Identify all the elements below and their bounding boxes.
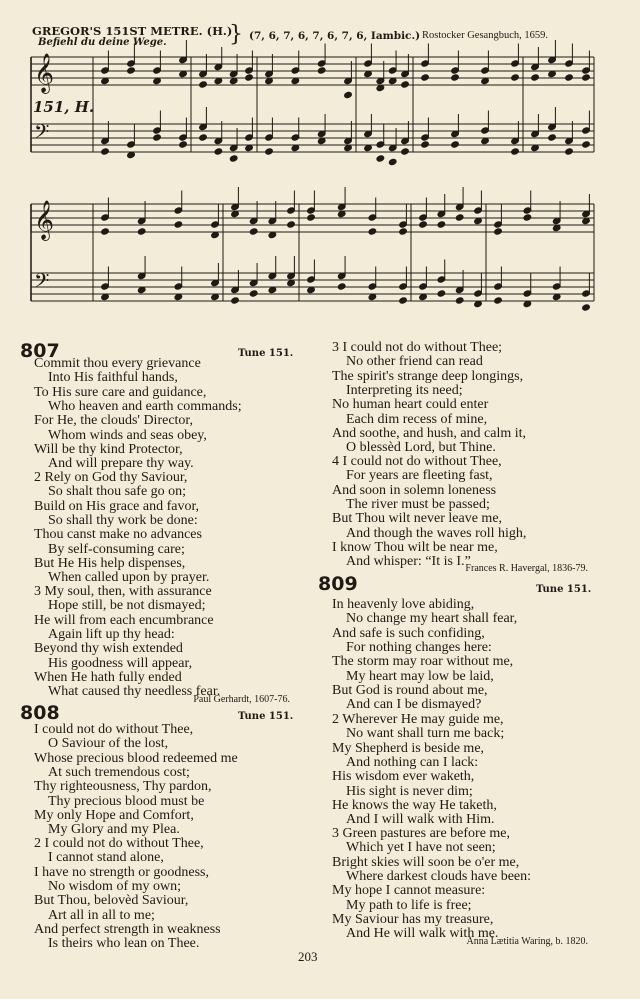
verse-line: For He, the clouds' Director, <box>34 413 194 429</box>
verse-line: But He His help dispenses, <box>34 556 186 572</box>
verse-line: Hope still, be not dismayed; <box>48 598 206 614</box>
verse-line: Art all in all to me; <box>48 907 155 923</box>
author-809: Anna Lætitia Waring, b. 1820. <box>466 936 588 947</box>
verse-line: But God is round about me, <box>332 683 488 699</box>
tune-subtitle: Befiehl du deine Wege. <box>38 37 167 48</box>
verse-line: I have no strength or goodness, <box>34 864 209 880</box>
verse-line: When called upon by prayer. <box>48 570 210 586</box>
verse-line: Thy righteousness, Thy pardon, <box>34 779 212 795</box>
verse-line: When He hath fully ended <box>34 670 182 686</box>
verse-line: Is theirs who lean on Thee. <box>48 936 200 952</box>
verse-line: 3 Green pastures are before me, <box>332 826 511 841</box>
verse-line: But Thou wilt never leave me, <box>332 511 503 527</box>
verse-line: So shalt thou safe go on; <box>48 484 187 500</box>
hymn-808-stanza-3 <box>332 341 526 456</box>
verse-line: Thou canst make no advances <box>34 527 202 543</box>
hymn-808-stanza-1 <box>34 723 238 838</box>
hymn-808-stanza-2 <box>34 837 221 952</box>
verse-line: Who heaven and earth commands; <box>48 399 242 415</box>
verse-line: The river must be passed; <box>346 497 490 513</box>
verse-line: Which yet I have not seen; <box>346 840 496 856</box>
verse-line: In heavenly love abiding, <box>332 597 475 612</box>
hymn-809-stanza-3 <box>332 827 531 942</box>
hymn-807-stanza-1 <box>34 357 242 472</box>
verse-line: Will be thy kind Protector, <box>34 442 183 458</box>
page-number: 203 <box>298 949 318 964</box>
verse-line: No change my heart shall fear, <box>346 611 518 627</box>
tune-ref-809: Tune 151. <box>536 584 592 595</box>
verse-line: So shall thy work be done: <box>48 513 198 529</box>
verse-line: And whisper: “It is I.” <box>346 554 471 570</box>
verse-line: My only Hope and Comfort, <box>34 808 194 824</box>
verse-line: Build on His grace and favor, <box>34 498 200 514</box>
verse-line: Each dim recess of mine, <box>346 411 488 427</box>
verse-line: And soothe, and hush, and calm it, <box>332 426 527 442</box>
tune-number: 151, H. <box>33 98 95 116</box>
verse-line: My heart may low be laid, <box>346 668 494 684</box>
verse-line: 3 My soul, then, with assurance <box>34 584 212 599</box>
verse-line: For years are fleeting fast, <box>346 468 493 484</box>
verse-line: At such tremendous cost; <box>48 765 190 781</box>
verse-line: Whose precious blood redeemed me <box>34 750 238 766</box>
verse-line: By self-consuming care; <box>48 541 185 557</box>
hymn-number-809: 809 <box>318 573 358 595</box>
verse-line: And safe is such confiding, <box>332 625 485 641</box>
verse-line: His wisdom ever waketh, <box>332 769 475 785</box>
verse-line: And will prepare thy way. <box>48 456 194 472</box>
verse-line: And nothing can I lack: <box>346 755 479 771</box>
verse-line: My path to life is free; <box>346 897 472 913</box>
verse-line: His goodness will appear, <box>48 655 193 671</box>
verse-line: My hope I cannot measure: <box>332 883 486 899</box>
verse-line: My Shepherd is beside me, <box>332 740 485 756</box>
verse-line: And can I be dismayed? <box>346 697 482 713</box>
hymn-809-stanza-1 <box>332 598 517 713</box>
hymn-807-stanza-2 <box>34 471 209 586</box>
svg-text:𝄢: 𝄢 <box>34 120 50 148</box>
verse-line: But Thou, belovèd Saviour, <box>34 893 189 909</box>
verse-line: I know Thou wilt be near me, <box>332 540 498 556</box>
verse-line: My Saviour has my treasure, <box>332 912 494 928</box>
hymn-number-807: 807 <box>20 340 60 362</box>
verse-line: The spirit's strange deep longings, <box>332 368 524 384</box>
svg-text:𝄢: 𝄢 <box>34 269 50 297</box>
verse-line: He will from each encumbrance <box>34 612 214 628</box>
verse-line: And I will walk with Him. <box>346 812 495 828</box>
verse-line: And soon in solemn loneness <box>332 482 497 498</box>
hymn-808-stanza-4 <box>332 455 526 570</box>
verse-line: Bright skies will soon be o'er me, <box>332 854 520 870</box>
verse-line: Again lift up thy head: <box>48 627 175 643</box>
svg-text:𝄞: 𝄞 <box>34 200 55 240</box>
verse-line: Interpreting its need; <box>346 383 463 399</box>
verse-line: Beyond thy wish extended <box>34 641 183 657</box>
hymn-number-808: 808 <box>20 702 60 724</box>
tune-name: GREGOR'S 151ST METRE. (H.) <box>32 24 233 38</box>
verse-line: 2 Rely on God thy Saviour, <box>34 470 188 485</box>
author-807: Paul Gerhardt, 1607-76. <box>193 694 290 705</box>
verse-line: And perfect strength in weakness <box>34 922 221 938</box>
verse-line: Whom winds and seas obey, <box>48 427 207 443</box>
hymn-807-stanza-3 <box>34 585 220 700</box>
verse-line: O blessèd Lord, but Thine. <box>346 440 496 456</box>
verse-line: Into His faithful hands, <box>48 370 178 386</box>
verse-line: I cannot stand alone, <box>48 850 164 866</box>
verse-line: For nothing changes here: <box>346 640 492 656</box>
verse-line: The storm may roar without me, <box>332 654 514 670</box>
verse-line: And though the waves roll high, <box>346 525 527 541</box>
verse-line: O Saviour of the lost, <box>48 736 169 752</box>
verse-line: 2 Wherever He may guide me, <box>332 712 504 727</box>
meter: (7, 6, 7, 6, 7, 6, 7, 6, Iambic.) <box>249 30 421 42</box>
verse-line: No want shall turn me back; <box>346 726 505 742</box>
author-808: Frances R. Havergal, 1836-79. <box>465 563 588 574</box>
verse-line: No wisdom of my own; <box>48 879 181 895</box>
verse-line: His sight is never dim; <box>346 783 473 799</box>
verse-line: Thy precious blood must be <box>48 793 205 809</box>
tune-ref-808: Tune 151. <box>238 711 294 722</box>
verse-line: He knows the way He taketh, <box>332 798 497 814</box>
tune-ref-807: Tune 151. <box>238 348 294 359</box>
verse-line: No other friend can read <box>346 354 483 370</box>
verse-line: 4 I could not do without Thee, <box>332 454 502 469</box>
svg-text:𝄞: 𝄞 <box>34 53 55 93</box>
verse-line: No human heart could enter <box>332 397 489 413</box>
verse-line: My Glory and my Plea. <box>48 822 180 838</box>
verse-line: I could not do without Thee, <box>34 722 194 737</box>
verse-line: 3 I could not do without Thee; <box>332 340 503 355</box>
verse-line: And He will walk with me. <box>346 926 499 942</box>
verse-line: To His sure care and guidance, <box>34 384 207 400</box>
verse-line: Where darkest clouds have been: <box>346 869 532 885</box>
verse-line: 2 I could not do without Thee, <box>34 836 204 851</box>
brace: } <box>229 22 243 47</box>
music-score <box>0 0 640 330</box>
tune-source: Rostocker Gesangbuch, 1659. <box>422 30 548 41</box>
hymn-809-stanza-2 <box>332 713 504 828</box>
verse-line: What caused thy needless fear. <box>48 684 221 700</box>
verse-line: Commit thou every grievance <box>34 356 201 371</box>
